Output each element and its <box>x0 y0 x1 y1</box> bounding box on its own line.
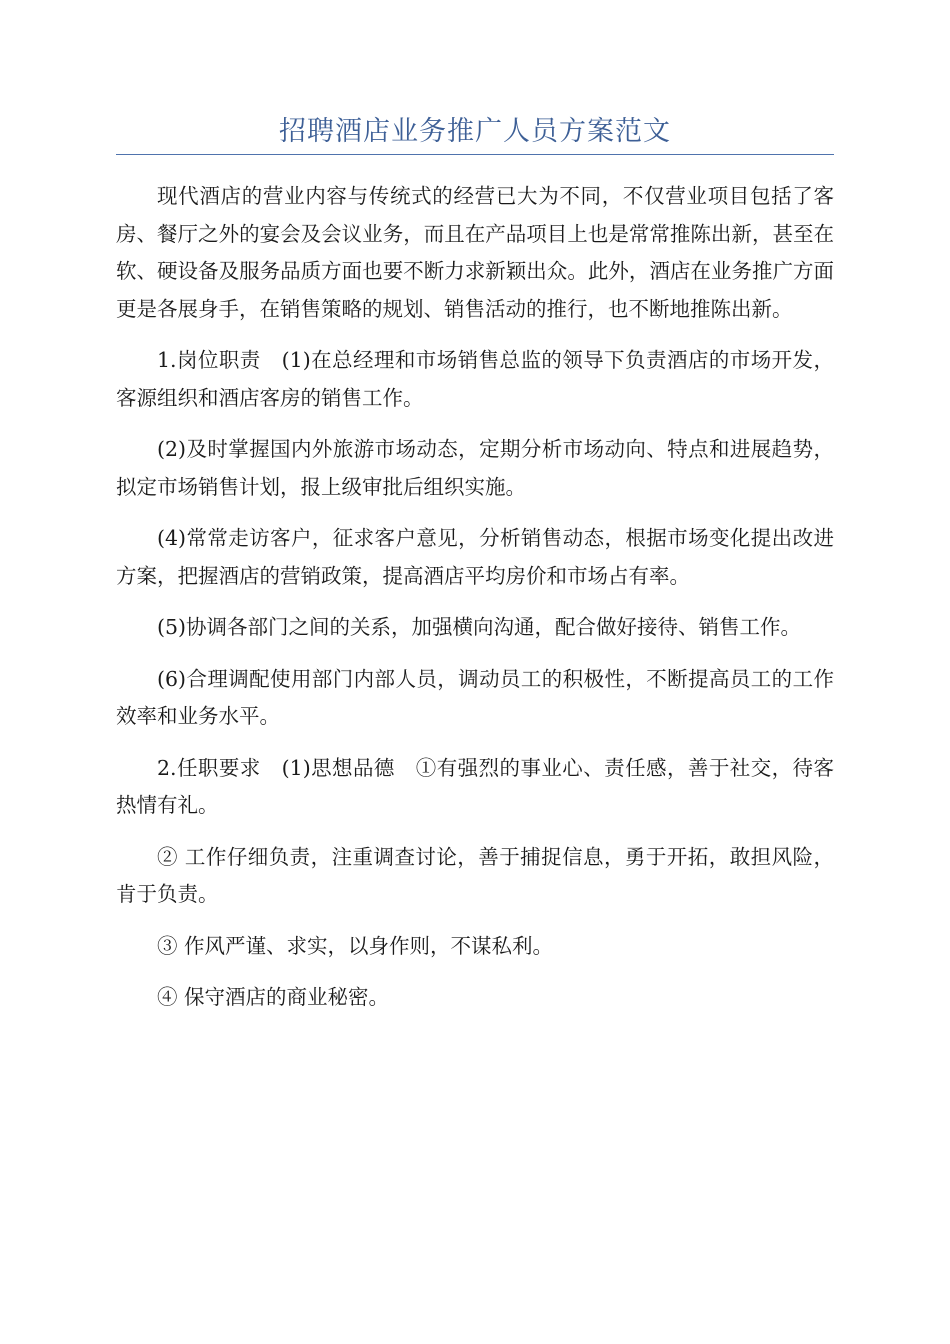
paragraph-duty-5: (5)协调各部门之间的关系，加强横向沟通，配合做好接待、销售工作。 <box>157 615 802 639</box>
paragraph-requirement-1: 2.任职要求 (1)思想品德 ①有强烈的事业心、责任感，善于社交，待客热情有礼。 <box>116 755 834 817</box>
paragraph-requirement-3: ③ 作风严谨、求实，以身作则，不谋私利。 <box>157 933 554 958</box>
paragraph-requirement-2: ② 工作仔细负责，注重调查讨论，善于捕捉信息，勇于开拓，敢担风险，肯于负责。 <box>116 844 834 906</box>
paragraph-duty-2: (2)及时掌握国内外旅游市场动态，定期分析市场动向、特点和进展趋势，拟定市场销售计划，报上级审批后组织实施。 <box>116 437 834 499</box>
paragraph-requirement-4: ④ 保守酒店的商业秘密。 <box>157 985 390 1009</box>
paragraph-duty-6: (6)合理调配使用部门内部人员，调动员工的积极性，不断提高员工的工作效率和业务水平。 <box>116 666 834 728</box>
document-body <box>116 178 834 1031</box>
paragraph-duty-4: (4)常常走访客户，征求客户意见，分析销售动态，根据市场变化提出改进方案，把握酒店的营销政策，提高酒店平均房价和市场占有率。 <box>116 526 834 588</box>
title-underline <box>116 154 834 155</box>
paragraph-intro: 现代酒店的营业内容与传统式的经营已大为不同，不仅营业项目包括了客房、餐厅之外的宴会及会议业务，而且在产品项目上也是常常推陈出新，甚至在软、硬设备及服务品质方面也要不断力求新颖出众。此外，酒店在业务推广方面更是各展身手，在销售策略的规划、销售活动的推行，也不断地推陈出新。 <box>116 184 834 321</box>
document-title: 招聘酒店业务推广人员方案范文 <box>279 116 671 147</box>
paragraph-duty-1: 1.岗位职责 (1)在总经理和市场销售总监的领导下负责酒店的市场开发，客源组织和酒店客房的销售工作。 <box>116 348 834 410</box>
